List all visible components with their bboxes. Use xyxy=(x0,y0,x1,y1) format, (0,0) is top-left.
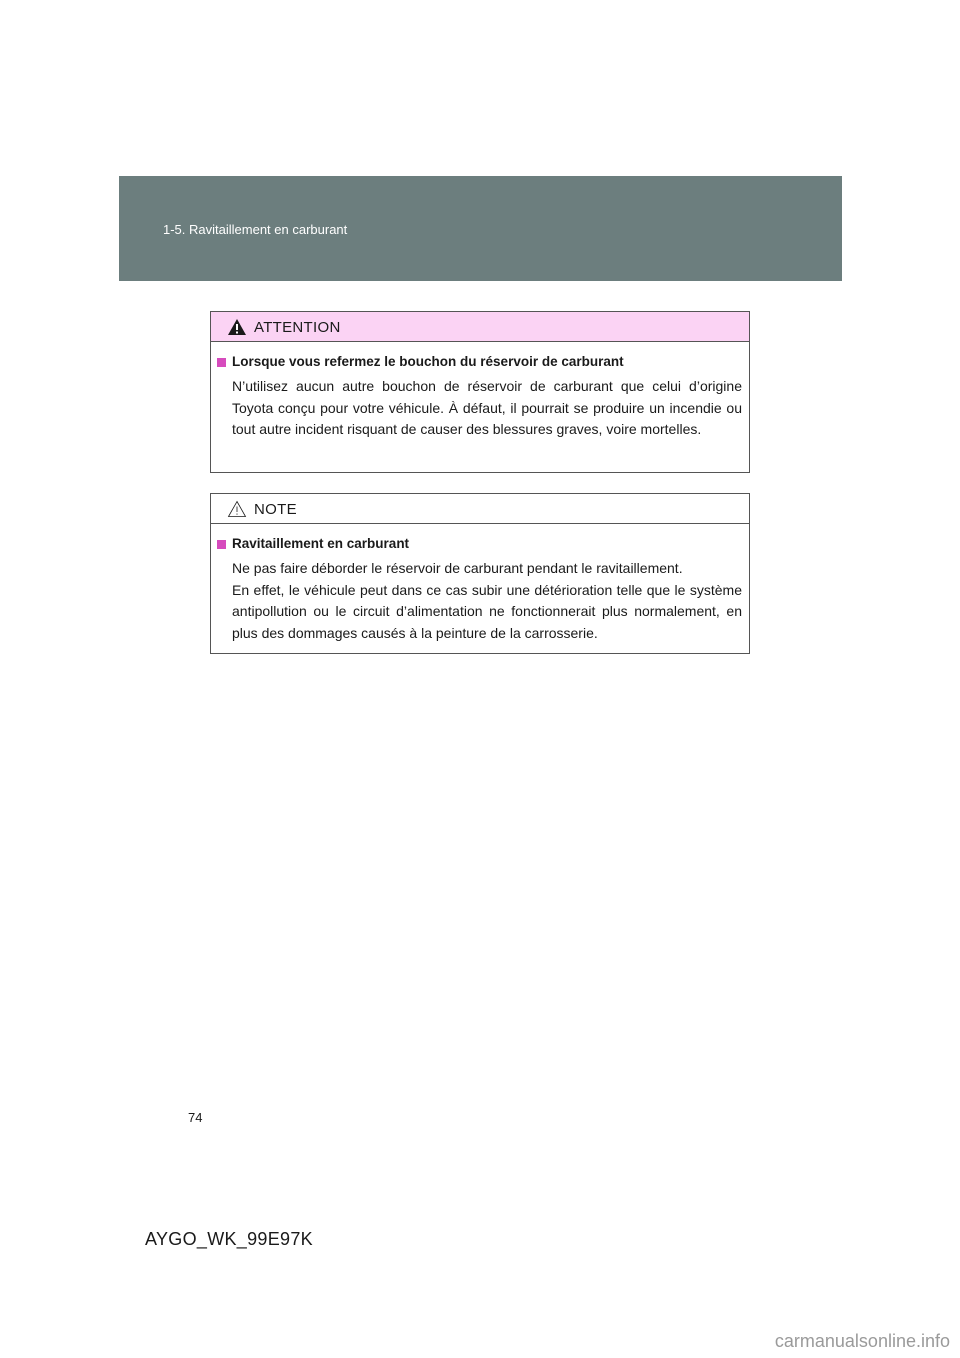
attention-item-title xyxy=(217,353,742,371)
attention-item-title-text: Lorsque vous refermez le bouchon du réservoir de carburant xyxy=(232,354,624,369)
section-header-band xyxy=(119,176,842,281)
note-paragraph-2: En effet, le véhicule peut dans ce cas subir une détérioration telle que le système antipollution ou le circuit d’alimentation ne fonctionnerait plus normalement, en plus des dommages causés à la peinture de la carrosserie. xyxy=(232,581,742,641)
section-title: 1-5. Ravitaillement en carburant xyxy=(163,222,348,237)
warning-triangle-outline-icon xyxy=(227,500,247,518)
attention-header xyxy=(211,312,749,342)
warning-triangle-filled-icon xyxy=(227,318,247,336)
attention-box xyxy=(210,311,750,473)
note-body xyxy=(211,524,749,644)
note-box xyxy=(210,493,750,654)
document-code: AYGO_WK_99E97K xyxy=(145,1229,313,1249)
note-paragraph-1: Ne pas faire déborder le réservoir de carburant pendant le ravitaillement. xyxy=(232,560,683,576)
note-item-title xyxy=(217,535,742,553)
attention-paragraph: N’utilisez aucun autre bouchon de réservoir de carburant que celui d’origine Toyota conçu pour votre véhicule. À défaut, il pourrait se produire un incendie ou tout autre incident risquant de causer des blessures graves, voire mortelles. xyxy=(232,378,742,437)
page-number: 74 xyxy=(188,1110,203,1125)
square-bullet-icon xyxy=(217,358,226,367)
note-header xyxy=(211,494,749,524)
note-item-title-text: Ravitaillement en carburant xyxy=(232,536,410,551)
square-bullet-icon xyxy=(217,540,226,549)
attention-body xyxy=(211,342,749,441)
website-watermark: carmanualsonline.info xyxy=(774,1331,950,1351)
attention-label: ATTENTION xyxy=(254,319,341,336)
note-label: NOTE xyxy=(254,501,297,518)
